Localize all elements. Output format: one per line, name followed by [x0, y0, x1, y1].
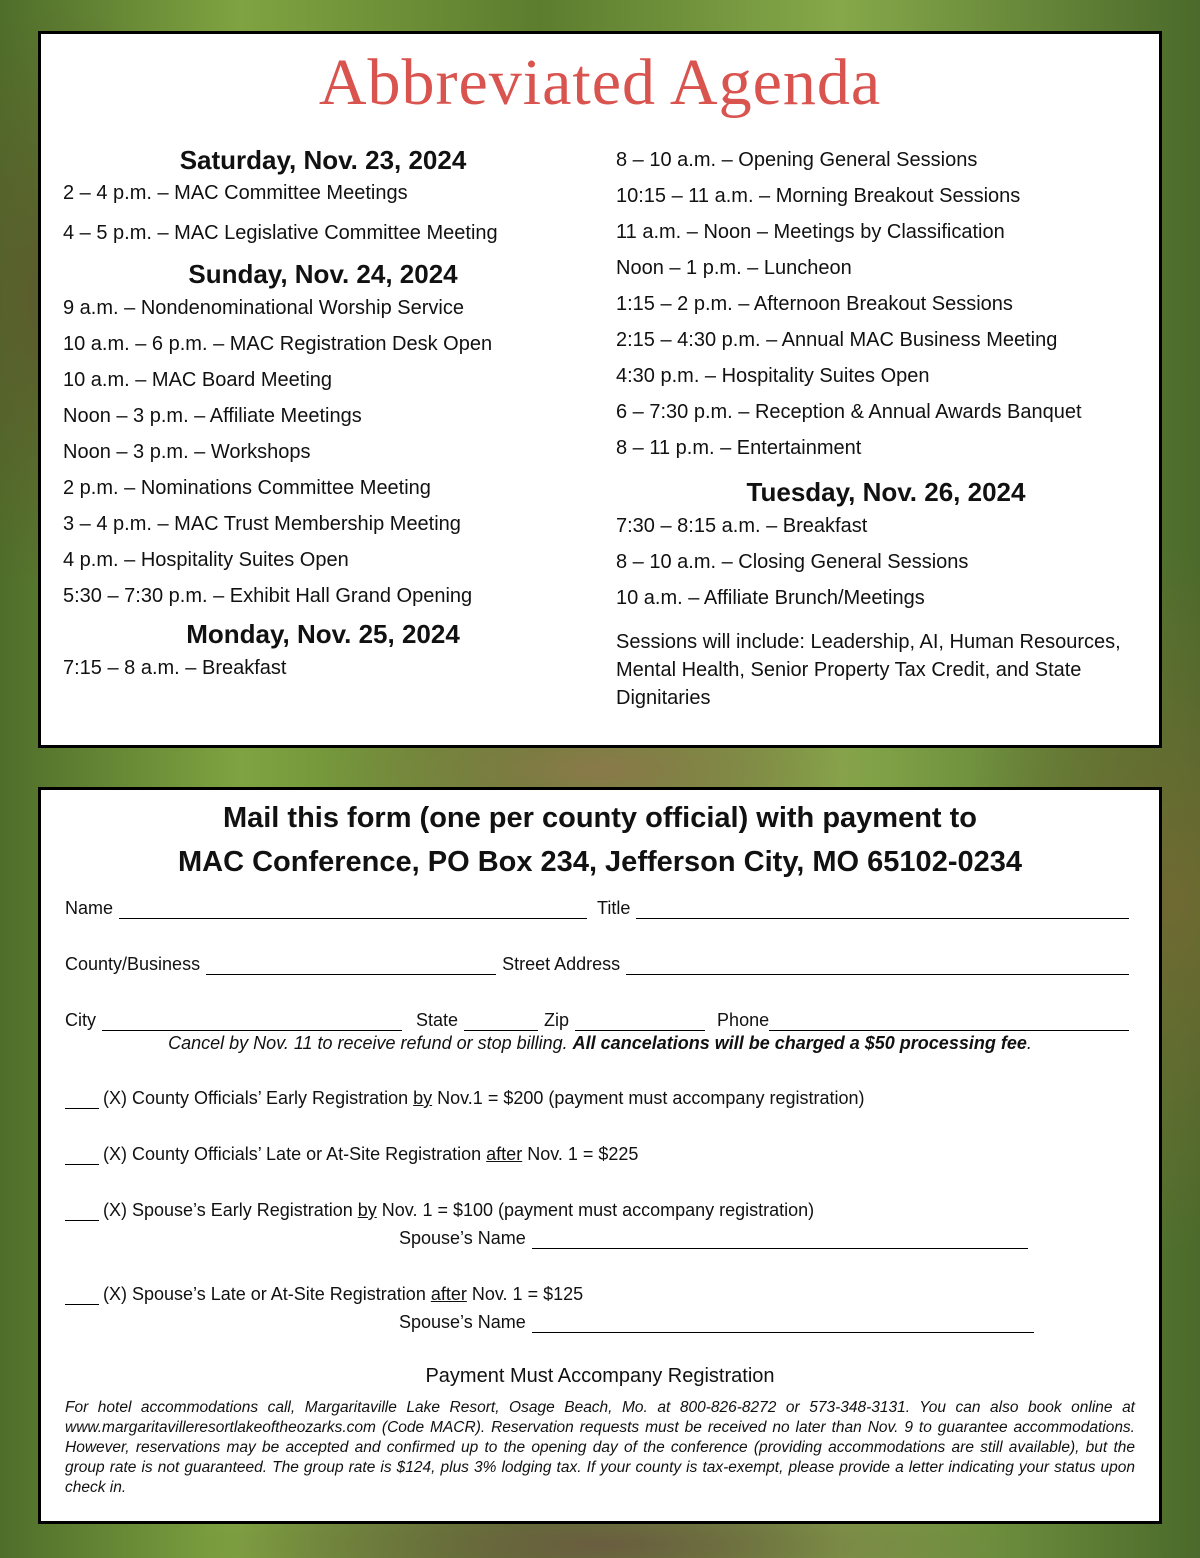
- hotel-info: For hotel accommodations call, Margaritaville Lake Resort, Osage Beach, Mo. at 800-826-8272 or 573-348-3131. You can also book online at www.margaritavilleresortlakeoftheozarks.com (Code MACR). Reservation requests must be received no later than Nov. 9 to guarantee accommodations. However, reservations may be accepted and confirmed up to the opening day of the conference (providing accommodations are still available), but the group rate is not guaranteed. The group rate is $124, plus 3% lodging tax. If your county is tax-exempt, please provide a letter indicating your status upon check in.: [65, 1399, 1135, 1496]
- agenda-item: 8 – 10 a.m. – Opening General Sessions: [616, 149, 978, 171]
- zip-label: Zip: [544, 1010, 570, 1030]
- form-row-name-title: [65, 893, 1135, 919]
- phone-label: Phone: [717, 1010, 770, 1030]
- option-text: Nov. 1 = $225: [522, 1144, 639, 1164]
- form-heading-line1: Mail this form (one per county official) with payment to: [222, 802, 978, 834]
- agenda-item: 3 – 4 p.m. – MAC Trust Membership Meeting: [63, 513, 461, 535]
- option-text: Nov. 1 = $100 (payment must accompany registration): [376, 1200, 815, 1220]
- agenda-item: 2 p.m. – Nominations Committee Meeting: [63, 477, 431, 499]
- name-label: Name: [65, 898, 114, 918]
- title-label: Title: [597, 898, 631, 918]
- registration-option: [65, 1144, 638, 1165]
- form-heading-line2: MAC Conference, PO Box 234, Jefferson City, MO 65102-0234: [178, 846, 1022, 878]
- spouse-name-label: Spouse’s Name: [399, 1312, 526, 1332]
- agenda-left-column: [63, 144, 583, 686]
- city-field[interactable]: [102, 1010, 402, 1031]
- agenda-item: Noon – 3 p.m. – Affiliate Meetings: [63, 405, 362, 427]
- agenda-item: Noon – 1 p.m. – Luncheon: [616, 257, 852, 279]
- option-text: Nov.1 = $200 (payment must accompany registration): [432, 1088, 865, 1108]
- spouse-name-field[interactable]: [532, 1228, 1028, 1249]
- state-field[interactable]: [464, 1010, 538, 1031]
- agenda-item: 4 p.m. – Hospitality Suites Open: [63, 549, 349, 571]
- option-emphasis: by: [357, 1200, 377, 1220]
- city-label: City: [65, 1010, 96, 1030]
- agenda-item: Noon – 3 p.m. – Workshops: [63, 441, 311, 463]
- option-emphasis: after: [430, 1284, 467, 1304]
- sessions-note: Sessions will include: Leadership, AI, Human Resources, Mental Health, Senior Property Tax Credit, and State Dignitaries: [616, 631, 1121, 709]
- county-label: County/Business: [65, 954, 201, 974]
- agenda-item: 1:15 – 2 p.m. – Afternoon Breakout Sessions: [616, 293, 1013, 315]
- cancel-fee-text: All cancelations will be charged a $50 processing fee: [572, 1033, 1027, 1053]
- cancel-period: .: [1026, 1033, 1032, 1053]
- agenda-item: 10 a.m. – Affiliate Brunch/Meetings: [616, 587, 925, 609]
- agenda-title: Abbreviated Agenda: [318, 46, 882, 119]
- agenda-item: 11 a.m. – Noon – Meetings by Classification: [616, 221, 1005, 243]
- agenda-panel: [38, 31, 1162, 748]
- agenda-item: 2 – 4 p.m. – MAC Committee Meetings: [63, 182, 408, 204]
- day-heading-saturday: Saturday, Nov. 23, 2024: [179, 145, 467, 175]
- agenda-item: 9 a.m. – Nondenominational Worship Service: [63, 297, 464, 319]
- agenda-item: 10:15 – 11 a.m. – Morning Breakout Sessions: [616, 185, 1021, 207]
- day-heading-tuesday: Tuesday, Nov. 26, 2024: [746, 477, 1026, 507]
- quantity-blank[interactable]: [65, 1146, 99, 1165]
- registration-form-panel: [38, 787, 1162, 1524]
- quantity-blank[interactable]: [65, 1202, 99, 1221]
- agenda-item: 4:30 p.m. – Hospitality Suites Open: [616, 365, 930, 387]
- registration-option: [65, 1088, 865, 1109]
- name-field[interactable]: [119, 898, 587, 919]
- form-row-county-street: [65, 949, 1135, 975]
- quantity-blank[interactable]: [65, 1090, 99, 1109]
- option-text: Nov. 1 = $125: [466, 1284, 584, 1304]
- cancel-text: Cancel by Nov. 11 to receive refund or stop billing.: [168, 1033, 568, 1053]
- payment-note: Payment Must Accompany Registration: [425, 1365, 775, 1387]
- agenda-item: 8 – 10 a.m. – Closing General Sessions: [616, 551, 969, 573]
- spouse-name-row: [399, 1312, 1040, 1333]
- agenda-item: 8 – 11 p.m. – Entertainment: [616, 437, 862, 459]
- cancel-policy: [41, 1033, 1159, 1054]
- county-field[interactable]: [206, 954, 496, 975]
- phone-field[interactable]: [769, 1010, 1129, 1031]
- day-heading-monday: Monday, Nov. 25, 2024: [186, 619, 460, 649]
- agenda-item: 2:15 – 4:30 p.m. – Annual MAC Business Meeting: [616, 329, 1058, 351]
- title-field[interactable]: [636, 898, 1129, 919]
- option-emphasis: after: [486, 1144, 523, 1164]
- option-text: (X) Spouse’s Early Registration: [103, 1200, 358, 1220]
- form-heading: [41, 796, 1159, 884]
- spouse-name-row: [399, 1228, 1034, 1249]
- agenda-item: 10 a.m. – 6 p.m. – MAC Registration Desk Open: [63, 333, 493, 355]
- agenda-item: 10 a.m. – MAC Board Meeting: [63, 369, 333, 391]
- state-label: State: [416, 1010, 459, 1030]
- agenda-item: 6 – 7:30 p.m. – Reception & Annual Awards Banquet: [616, 401, 1082, 423]
- option-text: (X) Spouse’s Late or At-Site Registration: [103, 1284, 431, 1304]
- form-row-city-phone: [65, 1005, 1135, 1031]
- spouse-name-label: Spouse’s Name: [399, 1228, 526, 1248]
- option-text: (X) County Officials’ Early Registration: [103, 1088, 414, 1108]
- agenda-item: 7:15 – 8 a.m. – Breakfast: [63, 657, 287, 679]
- quantity-blank[interactable]: [65, 1286, 99, 1305]
- option-emphasis: by: [413, 1088, 433, 1108]
- agenda-right-column: [616, 142, 1161, 712]
- day-heading-sunday: Sunday, Nov. 24, 2024: [188, 259, 458, 289]
- option-text: (X) County Officials’ Late or At-Site Registration: [103, 1144, 487, 1164]
- zip-field[interactable]: [575, 1010, 705, 1031]
- agenda-item: 7:30 – 8:15 a.m. – Breakfast: [616, 515, 868, 537]
- spouse-name-field[interactable]: [532, 1312, 1034, 1333]
- agenda-item: 4 – 5 p.m. – MAC Legislative Committee Meeting: [63, 222, 498, 244]
- street-label: Street Address: [502, 954, 621, 974]
- registration-option: [65, 1284, 583, 1305]
- registration-option: [65, 1200, 814, 1221]
- street-field[interactable]: [626, 954, 1129, 975]
- agenda-item: 5:30 – 7:30 p.m. – Exhibit Hall Grand Opening: [63, 585, 473, 607]
